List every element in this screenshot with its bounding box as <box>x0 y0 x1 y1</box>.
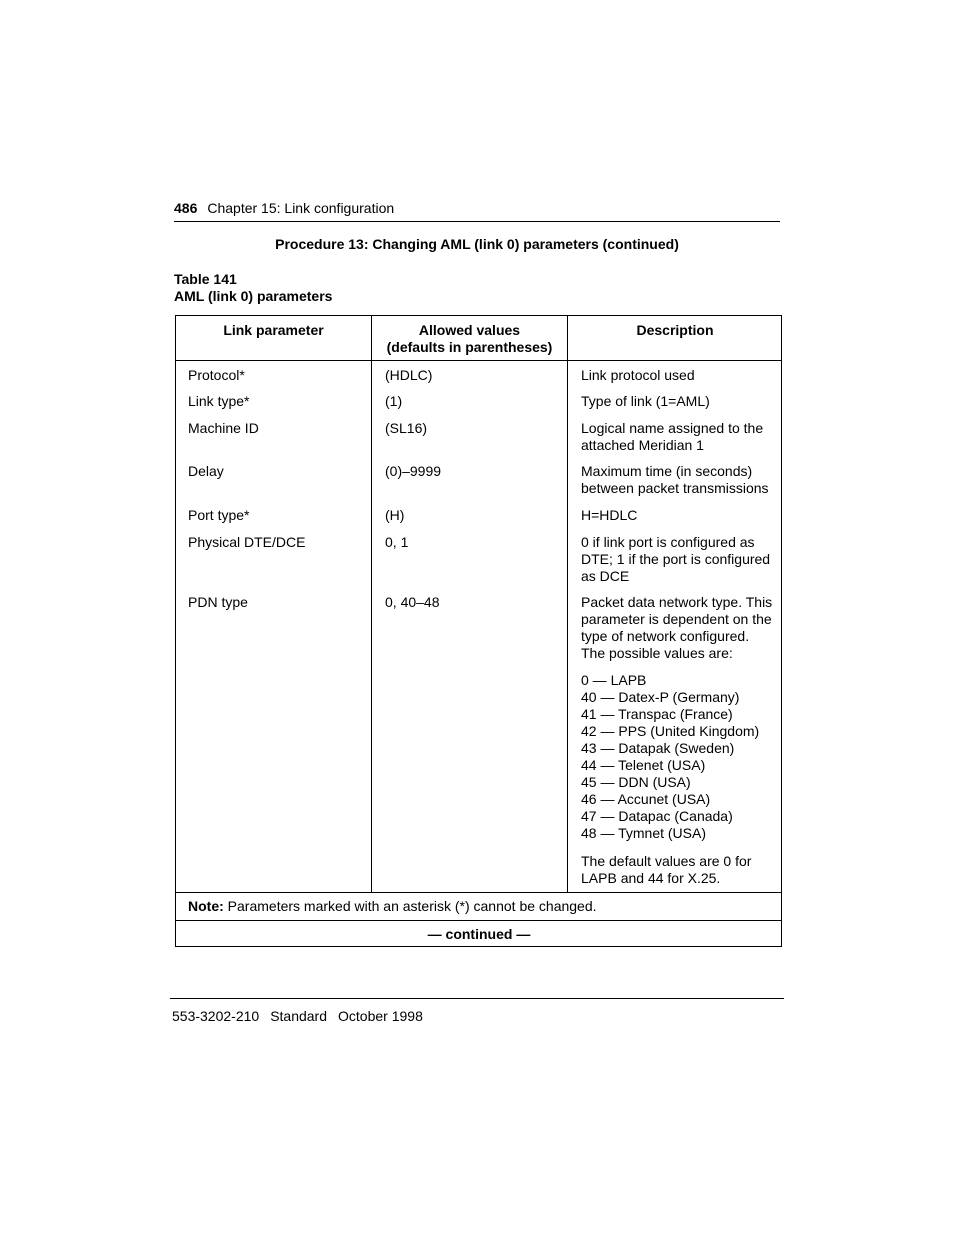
table-row-param: Protocol* <box>188 367 245 383</box>
table-row-description: Packet data network type. This parameter is dependent on the type of network configured. The possible values are: <box>581 594 773 661</box>
table-caption-title: AML (link 0) parameters <box>174 288 333 304</box>
table-row-allowed: (H) <box>385 507 405 523</box>
table-body-rule <box>175 892 782 893</box>
page-number: 486 <box>174 200 198 216</box>
pdn-default-text: The default values are 0 for LAPB and 44 for X.25. <box>581 853 752 886</box>
list-item: 45 — DDN (USA) <box>581 774 691 790</box>
table-row-param: Delay <box>188 463 224 479</box>
document-date: October 1998 <box>338 1008 423 1024</box>
document-number: 553-3202-210 <box>172 1008 260 1024</box>
list-item: 44 — Telenet (USA) <box>581 757 706 773</box>
header-rule <box>174 221 780 222</box>
list-item: 0 — LAPB <box>581 672 647 688</box>
table-row-allowed: 0, 1 <box>385 534 409 550</box>
document-status: Standard <box>270 1008 328 1024</box>
table-note-rule <box>175 920 782 921</box>
list-item: 42 — PPS (United Kingdom) <box>581 723 760 739</box>
list-item: 43 — Datapak (Sweden) <box>581 740 735 756</box>
list-item: 47 — Datapac (Canada) <box>581 808 733 824</box>
table-row-param: Machine ID <box>188 420 259 436</box>
note-label: Note: <box>188 898 224 914</box>
table-row-allowed: (0)–9999 <box>385 463 442 479</box>
table-row-description: Maximum time (in seconds) between packet transmissions <box>581 463 769 496</box>
running-footer <box>172 1007 434 1025</box>
table-row-description: Logical name assigned to the attached Meridian 1 <box>581 420 764 453</box>
table-row-allowed: 0, 40–48 <box>385 594 440 610</box>
list-item: 41 — Transpac (France) <box>581 706 733 722</box>
table-note <box>188 898 597 915</box>
table-row-param: Port type* <box>188 507 250 523</box>
table-row-description: Type of link (1=AML) <box>581 393 710 409</box>
list-item: 40 — Datex-P (Germany) <box>581 689 740 705</box>
note-text: Parameters marked with an asterisk (*) cannot be changed. <box>223 898 597 914</box>
table-row-param: Link type* <box>188 393 250 409</box>
column-header-allowed-values <box>372 322 567 356</box>
table-header-rule <box>175 360 782 361</box>
column-header-description: Description <box>636 322 714 338</box>
column-header-link-parameter: Link parameter <box>223 322 324 338</box>
chapter-title: Chapter 15: Link configuration <box>207 200 395 216</box>
table-row-allowed: (HDLC) <box>385 367 433 383</box>
continued-label: — continued — <box>427 926 531 942</box>
table-caption <box>174 271 332 305</box>
running-header <box>174 199 780 217</box>
table-row-description: 0 if link port is configured as DTE; 1 if the port is configured as DCE <box>581 534 771 584</box>
list-item: 46 — Accunet (USA) <box>581 791 711 807</box>
column-header-allowed-line1: Allowed values <box>418 322 521 338</box>
footer-rule <box>170 998 784 999</box>
procedure-title: Procedure 13: Changing AML (link 0) parameters (continued) <box>275 236 679 252</box>
list-item: 48 — Tymnet (USA) <box>581 825 707 841</box>
column-divider-1 <box>371 315 372 892</box>
table-row-param: Physical DTE/DCE <box>188 534 306 550</box>
table-row-param: PDN type <box>188 594 248 610</box>
table-row-description: H=HDLC <box>581 507 638 523</box>
table-row-description: Link protocol used <box>581 367 695 383</box>
table-caption-number: Table 141 <box>174 271 237 287</box>
column-divider-2 <box>567 315 568 892</box>
pdn-value-list <box>581 672 776 842</box>
table-row-allowed: (1) <box>385 393 403 409</box>
table-row-allowed: (SL16) <box>385 420 428 436</box>
column-header-allowed-line2: (defaults in parentheses) <box>386 339 553 355</box>
